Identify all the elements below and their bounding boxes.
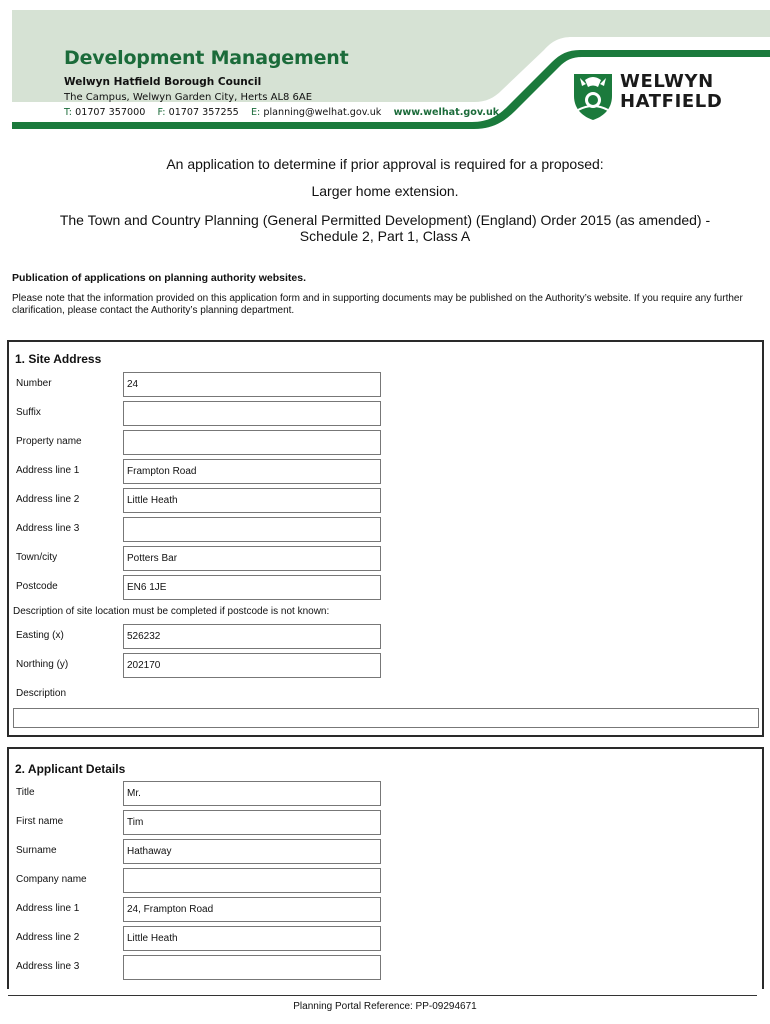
field-label: Postcode	[16, 581, 58, 592]
applicant-details-title: 2. Applicant Details	[15, 762, 126, 776]
site-postcode-field[interactable]: EN6 1JE	[123, 575, 381, 600]
applicant-address-line-1-row	[9, 897, 762, 923]
site-town-row	[9, 546, 762, 572]
site-property-name-field[interactable]	[123, 430, 381, 455]
applicant-surname-field[interactable]: Hathaway	[123, 839, 381, 864]
northing-row	[9, 653, 762, 679]
contact-details	[64, 107, 499, 118]
site-address-section	[7, 340, 764, 737]
logo-line-1: WELWYN	[620, 71, 714, 92]
site-address-line-1-field[interactable]: Frampton Road	[123, 459, 381, 484]
email-address[interactable]: planning@welhat.gov.uk	[263, 107, 382, 118]
applicant-first-name-row	[9, 810, 762, 836]
field-label: Address line 2	[16, 494, 80, 505]
site-address-line-2-field[interactable]: Little Heath	[123, 488, 381, 513]
easting-row	[9, 624, 762, 650]
logo-wordmark	[620, 72, 722, 112]
field-label: Number	[16, 378, 52, 389]
publication-title: Publication of applications on planning authority websites.	[12, 272, 307, 284]
council-address: The Campus, Welwyn Garden City, Herts AL8 6AE	[64, 92, 313, 103]
banner-title: Development Management	[64, 47, 349, 69]
footer-divider	[8, 995, 757, 996]
website-link[interactable]: www.welhat.gov.uk	[393, 107, 500, 118]
intro-line-3: The Town and Country Planning (General Permitted Development) (England) Order 2015 (as amended) -	[59, 212, 711, 228]
applicant-title-field[interactable]: Mr.	[123, 781, 381, 806]
applicant-address-line-2-field[interactable]: Little Heath	[123, 926, 381, 951]
intro-line-2: Larger home extension.	[311, 183, 459, 199]
site-address-line-1-row	[9, 459, 762, 485]
intro-line-1: An application to determine if prior approval is required for a proposed:	[166, 156, 604, 172]
field-label: Address line 2	[16, 932, 80, 943]
council-name: Welwyn Hatfield Borough Council	[64, 76, 262, 88]
field-label: First name	[16, 816, 64, 827]
site-property-name-row	[9, 430, 762, 456]
field-label: Address line 1	[16, 465, 80, 476]
field-label: Address line 3	[16, 961, 80, 972]
field-label: Suffix	[16, 407, 41, 418]
site-address-line-2-row	[9, 488, 762, 514]
planning-portal-reference: Planning Portal Reference: PP-09294671	[293, 1001, 477, 1012]
field-label: Property name	[16, 436, 82, 447]
applicant-address-line-3-field[interactable]	[123, 955, 381, 980]
site-address-title: 1. Site Address	[15, 352, 102, 366]
applicant-address-line-1-field[interactable]: 24, Frampton Road	[123, 897, 381, 922]
applicant-details-section	[7, 747, 764, 989]
site-address-line-3-row	[9, 517, 762, 543]
tel-number: 01707 357000	[75, 107, 146, 118]
applicant-address-line-2-row	[9, 926, 762, 952]
field-label: Town/city	[16, 552, 58, 563]
intro-line-4: Schedule 2, Part 1, Class A	[299, 228, 471, 244]
fax-label: F:	[157, 107, 166, 118]
location-note: Description of site location must be completed if postcode is not known:	[13, 606, 330, 617]
applicant-first-name-field[interactable]: Tim	[123, 810, 381, 835]
field-label: Address line 1	[16, 903, 80, 914]
welwyn-hatfield-crest-icon	[572, 72, 614, 122]
field-label: Title	[16, 787, 35, 798]
applicant-surname-row	[9, 839, 762, 865]
site-town-field[interactable]: Potters Bar	[123, 546, 381, 571]
field-label: Surname	[16, 845, 57, 856]
site-number-row	[9, 372, 762, 398]
description-field[interactable]	[13, 708, 759, 728]
intro-order	[0, 212, 770, 244]
field-label: Northing (y)	[16, 659, 69, 670]
applicant-title-row	[9, 781, 762, 807]
field-label: Address line 3	[16, 523, 80, 534]
site-suffix-field[interactable]	[123, 401, 381, 426]
tel-label: T:	[64, 107, 73, 118]
field-label: Company name	[16, 874, 87, 885]
site-number-field[interactable]: 24	[123, 372, 381, 397]
applicant-company-row	[9, 868, 762, 894]
site-postcode-row	[9, 575, 762, 601]
applicant-company-field[interactable]	[123, 868, 381, 893]
site-suffix-row	[9, 401, 762, 427]
site-address-line-3-field[interactable]	[123, 517, 381, 542]
header-banner	[12, 10, 770, 130]
logo-line-2: HATFIELD	[620, 91, 723, 112]
email-label: E:	[251, 107, 261, 118]
northing-field[interactable]: 202170	[123, 653, 381, 678]
publication-text: Please note that the information provided on this application form and in supporting documents may be published on the Authority’s website. If you require any further clarification, please contact the Authority’s planning department.	[12, 293, 743, 316]
field-label: Easting (x)	[16, 630, 64, 641]
fax-number: 01707 357255	[168, 107, 239, 118]
description-label: Description	[16, 688, 67, 699]
applicant-address-line-3-row	[9, 955, 762, 981]
easting-field[interactable]: 526232	[123, 624, 381, 649]
